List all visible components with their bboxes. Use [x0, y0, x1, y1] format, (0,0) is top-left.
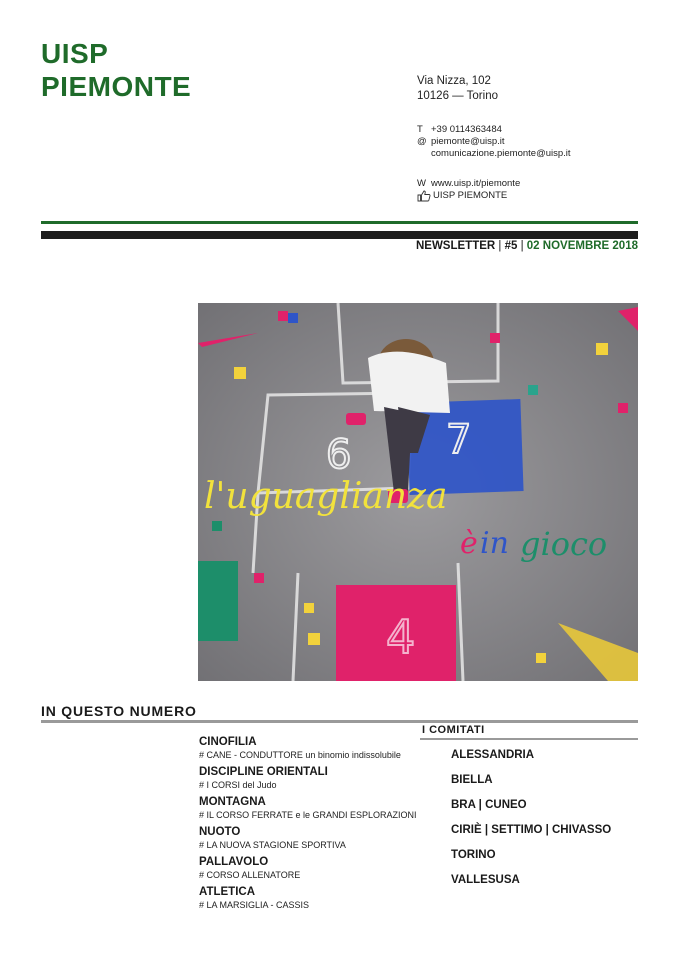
comitati-title: I COMITATI: [422, 724, 485, 736]
email-label: @: [417, 136, 427, 147]
comitato-item[interactable]: CIRIÈ | SETTIMO | CHIVASSO: [451, 824, 612, 836]
sections-list: [199, 735, 419, 915]
address-line-1: Via Nizza, 102: [417, 75, 491, 87]
comitato-item[interactable]: ALESSANDRIA: [451, 749, 535, 761]
comitati-block: [420, 724, 638, 898]
section-item[interactable]: # LA MARSIGLIA - CASSIS: [199, 900, 310, 910]
phone-row: [417, 124, 571, 136]
chalk-number-6: 6: [326, 432, 352, 478]
slogan-gioco: gioco: [520, 525, 608, 563]
comitato-item[interactable]: TORINO: [451, 849, 496, 861]
web-label: W: [417, 178, 426, 189]
header-rule-green: [41, 221, 638, 224]
comitato-item[interactable]: VALLESUSA: [451, 874, 520, 886]
website-link[interactable]: www.uisp.it/piemonte: [431, 178, 521, 189]
slogan-e: è: [460, 526, 478, 561]
section-title[interactable]: PALLAVOLO: [199, 856, 269, 868]
chalk-number-4: 4: [386, 610, 416, 664]
comitato-item[interactable]: BIELLA: [451, 774, 493, 786]
newsletter-label: NEWSLETTER: [415, 240, 496, 252]
header-rule-black: [41, 231, 638, 239]
email-communication[interactable]: comunicazione.piemonte@uisp.it: [431, 148, 571, 159]
slogan-uguaglianza: l'uguaglianza: [204, 476, 448, 517]
newsletter-issue: #5: [504, 240, 518, 252]
address-line-2: 10126 — Torino: [417, 90, 498, 102]
comitati-list: [420, 748, 638, 898]
section-item[interactable]: # IL CORSO FERRATE e le GRANDI ESPLORAZIONI: [199, 810, 417, 820]
contents-rule: [41, 720, 638, 723]
email-row: [417, 136, 571, 148]
section-item[interactable]: # CORSO ALLENATORE: [199, 870, 301, 880]
section-item[interactable]: # I CORSI del Judo: [199, 780, 277, 790]
section-title[interactable]: DISCIPLINE ORIENTALI: [199, 766, 328, 778]
section-title[interactable]: ATLETICA: [199, 886, 256, 898]
facebook-link[interactable]: UISP PIEMONTE: [433, 190, 508, 201]
newsletter-date: 02 NOVEMBRE 2018: [526, 240, 638, 252]
newsletter-info: NEWSLETTER | #5 | 02 NOVEMBRE 2018: [415, 240, 638, 252]
contact-block: [417, 74, 571, 202]
chalk-number-7: 7: [446, 417, 472, 463]
thumbs-up-icon: [417, 190, 431, 202]
comitati-rule: [420, 738, 638, 740]
brand-line-1: UISP: [41, 38, 109, 69]
contents-title: IN QUESTO NUMERO: [41, 703, 197, 719]
hero-image: [198, 303, 638, 681]
section-title[interactable]: NUOTO: [199, 826, 241, 838]
section-item[interactable]: # LA NUOVA STAGIONE SPORTIVA: [199, 840, 346, 850]
section-title[interactable]: CINOFILIA: [199, 736, 257, 748]
phone-label: T: [417, 124, 423, 135]
email-primary[interactable]: piemonte@uisp.it: [431, 136, 505, 147]
phone-number[interactable]: +39 0114363484: [431, 124, 502, 135]
slogan-in: in: [480, 526, 509, 561]
brand-title: [41, 37, 191, 103]
brand-line-2: PIEMONTE: [41, 71, 192, 102]
facebook-row[interactable]: [417, 190, 571, 202]
green-square: [198, 561, 238, 641]
website-row: [417, 178, 571, 190]
section-item[interactable]: # CANE - CONDUTTORE un binomio indissolubile: [199, 750, 401, 760]
comitato-item[interactable]: BRA | CUNEO: [451, 799, 527, 811]
section-title[interactable]: MONTAGNA: [199, 796, 266, 808]
hopscotch-illustration: [198, 303, 638, 681]
email-row-2: [417, 148, 571, 160]
